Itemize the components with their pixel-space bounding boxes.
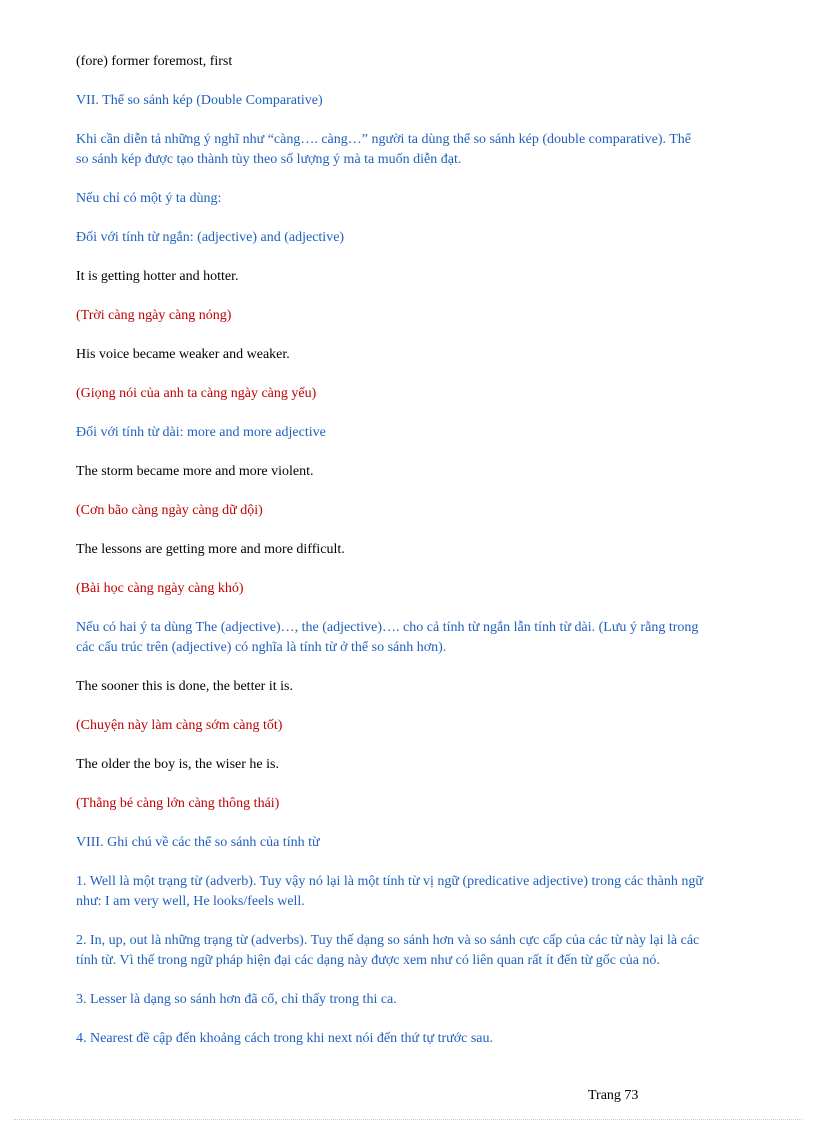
paragraph: Đối với tính từ ngắn: (adjective) and (adjective) [76, 230, 345, 245]
translation: (Thằng bé càng lớn càng thông thái) [76, 796, 280, 811]
note-item: 3. Lesser là dạng so sánh hơn đã cổ, chỉ thấy trong thi ca. [76, 992, 397, 1007]
paragraph: Đối với tính từ dài: more and more adjective [76, 425, 326, 440]
paragraph: Khi cần diễn tả những ý nghĩ như “càng…. càng…” người ta dùng thể so sánh kép (double comparative). Thể so sánh kép được tạo thành tùy theo số lượng ý mà ta muốn diễn đạt. [76, 132, 692, 167]
translation: (Cơn bão càng ngày càng dữ dội) [76, 503, 263, 518]
paragraph: Nếu có hai ý ta dùng The (adjective)…, the (adjective)…. cho cả tính từ ngắn lẫn tính từ dài. (Lưu ý rằng trong các cấu trúc trên (adjective) có nghĩa là tính từ ở thể so sánh hơn). [76, 620, 699, 655]
translation: (Giọng nói của anh ta càng ngày càng yếu) [76, 386, 317, 401]
section-heading: VIII. Ghi chú về các thể so sánh của tính từ [76, 835, 320, 850]
note-item: 1. Well là một trạng từ (adverb). Tuy vậy nó lại là một tính từ vị ngữ (predicative adjective) trong các thành ngữ như: I am very well, He looks/feels well. [76, 874, 703, 909]
note-item: 2. In, up, out là những trạng từ (adverbs). Tuy thế dạng so sánh hơn và so sánh cực cấp của các từ này lại là các tính từ. Vì thế trong ngữ pháp hiện đại các dạng này được xem như có liên quan rất ít đến từ gốc của nó. [76, 933, 700, 968]
paragraph: (fore) former foremost, first [76, 54, 233, 69]
page-number: Trang 73 [588, 1088, 639, 1103]
example-sentence: The storm became more and more violent. [76, 464, 314, 479]
section-heading: VII. Thể so sánh kép (Double Comparative) [76, 93, 323, 108]
example-sentence: The sooner this is done, the better it is. [76, 679, 293, 694]
note-item: 4. Nearest đề cập đến khoảng cách trong khi next nói đến thứ tự trước sau. [76, 1031, 493, 1046]
example-sentence: It is getting hotter and hotter. [76, 269, 239, 284]
example-sentence: The lessons are getting more and more difficult. [76, 542, 345, 557]
document-page [76, 52, 706, 1068]
example-sentence: His voice became weaker and weaker. [76, 347, 290, 362]
example-sentence: The older the boy is, the wiser he is. [76, 757, 279, 772]
translation: (Trời càng ngày càng nóng) [76, 308, 232, 323]
page-bottom-divider [14, 1119, 802, 1120]
translation: (Bài học càng ngày càng khó) [76, 581, 244, 596]
paragraph: Nếu chỉ có một ý ta dùng: [76, 191, 222, 206]
translation: (Chuyện này làm càng sớm càng tốt) [76, 718, 283, 733]
